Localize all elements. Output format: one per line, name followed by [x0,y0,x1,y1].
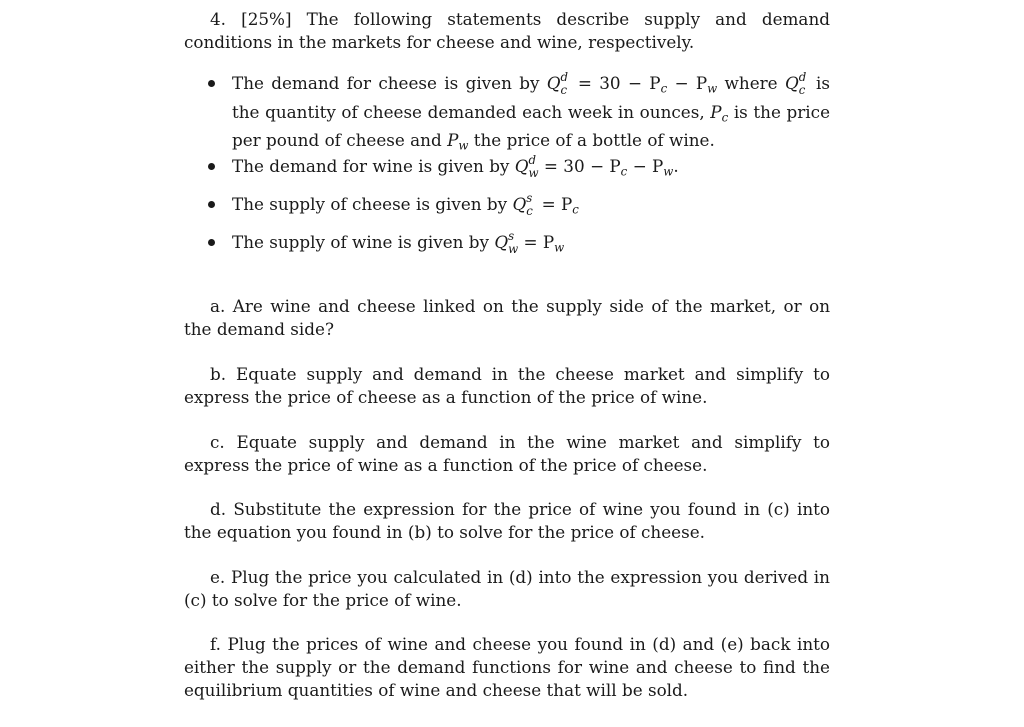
part-b: b. Equate supply and demand in the cheese market and simplify to express the price of cheese as a function of the price of wine. [184,364,830,407]
bullet-wine-demand: The demand for wine is given by Q d w = $30 - P_c - P_w$. [208,155,830,184]
bullet-dot [208,201,215,208]
question-weight: [25%] [241,9,292,29]
part-d: d. Substitute the expression for the price of wine you found in (c) into the equation you found in (b) to solve for the price of cheese. [184,499,830,542]
part-c: c. Equate supply and demand in the wine market and simplify to express the price of wine as a function of the price of cheese. [184,432,830,475]
question-intro [184,8,830,54]
bullet-dot [208,80,215,87]
question-number: 4. [210,9,227,29]
bullet-wine-supply: The supply of wine is given by Q s w = $P_w$ [208,231,830,260]
bullet-dot [208,163,215,170]
bullet-dot [208,239,215,246]
part-e: e. Plug the price you calculated in (d) into the expression you derived in (c) to solve for the price of wine. [184,567,830,610]
bullet-cheese-demand: The demand for cheese is given by Q d c = $30 - P_c - P_w$ where Q d c is the quantity of cheese demanded each week in ounces, $P_c$ is the price per pound of cheese and $P_w$ the price of a bottle of wine. [208,72,830,158]
bullet-text: The demand for cheese is given by [232,73,540,93]
question-intro-text: The following statements describe supply and demand conditions in the markets for cheese and wine, respectively. [184,9,830,52]
part-a: a. Are wine and cheese linked on the supply side of the market, or on the demand side? [184,296,830,339]
part-f: f. Plug the prices of wine and cheese you found in (d) and (e) back into either the supply or the demand functions for wine and cheese to find the equilibrium quantities of wine and cheese that will be sold. [184,634,830,700]
bullet-cheese-supply: The supply of cheese is given by Q s c = $P_c$ [208,193,830,222]
